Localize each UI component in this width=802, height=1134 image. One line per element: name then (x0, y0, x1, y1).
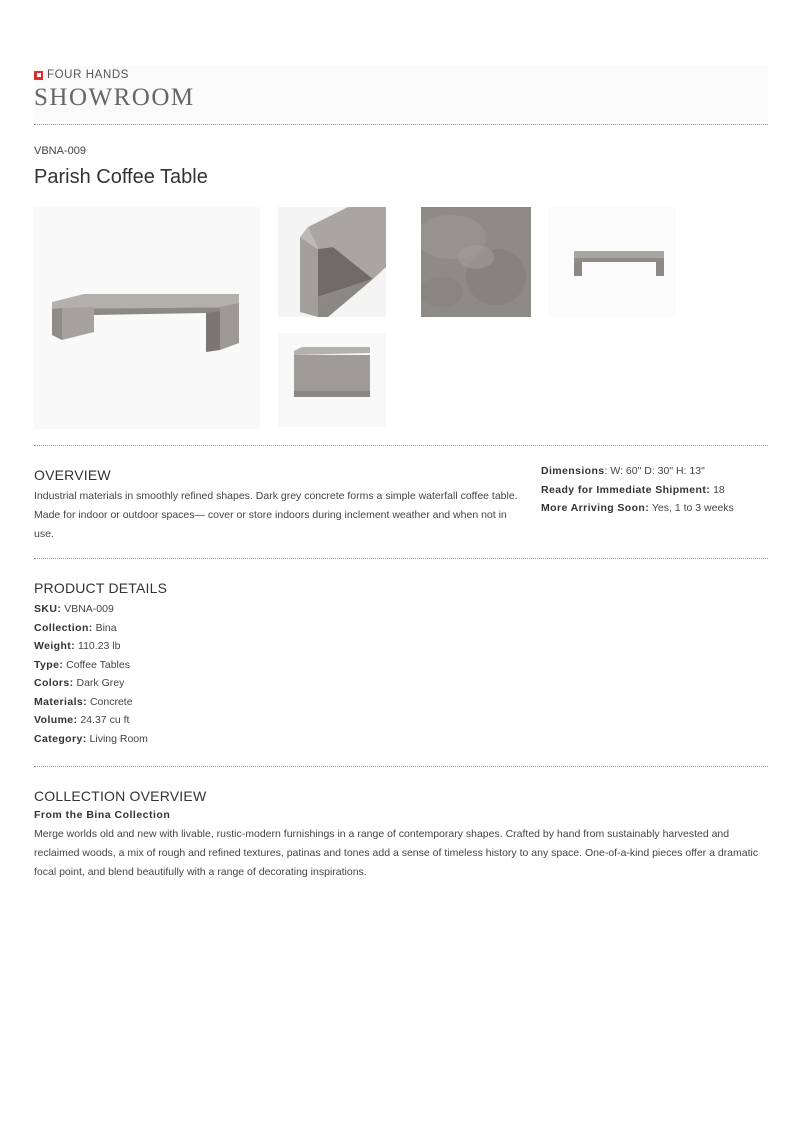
detail-row-colors: Colors: Dark Grey (34, 677, 125, 689)
detail-row-weight: Weight: 110.23 lb (34, 640, 121, 652)
detail-row-sku: SKU: VBNA-009 (34, 603, 114, 615)
overview-heading: OVERVIEW (34, 467, 111, 483)
product-image-texture (421, 207, 531, 317)
collection-heading: COLLECTION OVERVIEW (34, 788, 207, 804)
detail-row-type: Type: Coffee Tables (34, 658, 130, 671)
brand-row (34, 69, 129, 81)
spec-list (541, 462, 771, 518)
details-list (34, 600, 434, 748)
divider (34, 124, 768, 125)
product-code: VBNA-009 (34, 145, 86, 157)
detail-row-collection: Collection: Bina (34, 621, 117, 634)
product-image-end (278, 333, 386, 427)
showroom-title: SHOWROOM (34, 84, 195, 111)
collection-text: Merge worlds old and new with livable, rustic-modern furnishings in a range of contemporary shapes. Crafted by hand from sustainably harvested and reclaimed woods, a mix of rough and refined textures, patinas and tones add a sense of timeless history to any space. One-of-a-kind pieces offer a dramatic focal point, and blend beautifully with a range of decorating inspirations. (34, 828, 759, 878)
brand-logo-icon (34, 71, 43, 80)
header-banner (34, 66, 768, 122)
detail-row-category: Category: Living Room (34, 732, 148, 745)
divider (34, 445, 768, 446)
brand-name: FOUR HANDS (47, 69, 130, 81)
divider (34, 558, 768, 559)
product-title: Parish Coffee Table (34, 166, 208, 188)
details-heading: PRODUCT DETAILS (34, 580, 168, 596)
spec-row-dimensions: Dimensions: W: 60" D: 30" H: 13" (541, 465, 705, 477)
product-image-main (34, 207, 260, 429)
product-image-corner (278, 207, 386, 317)
divider (34, 766, 768, 767)
detail-row-volume: Volume: 24.37 cu ft (34, 714, 130, 726)
product-image-front (548, 207, 676, 317)
spec-row-arriving: More Arriving Soon: Yes, 1 to 3 weeks (541, 502, 734, 514)
detail-row-materials: Materials: Concrete (34, 695, 133, 708)
overview-text: Industrial materials in smoothly refined shapes. Dark grey concrete forms a simple waterfall coffee table. Made for indoor or outdoor spaces— cover or store indoors during inclement weather and when not in use. (34, 490, 518, 540)
spec-row-ready: Ready for Immediate Shipment: 18 (541, 483, 725, 496)
collection-subheading: From the Bina Collection (34, 809, 171, 821)
